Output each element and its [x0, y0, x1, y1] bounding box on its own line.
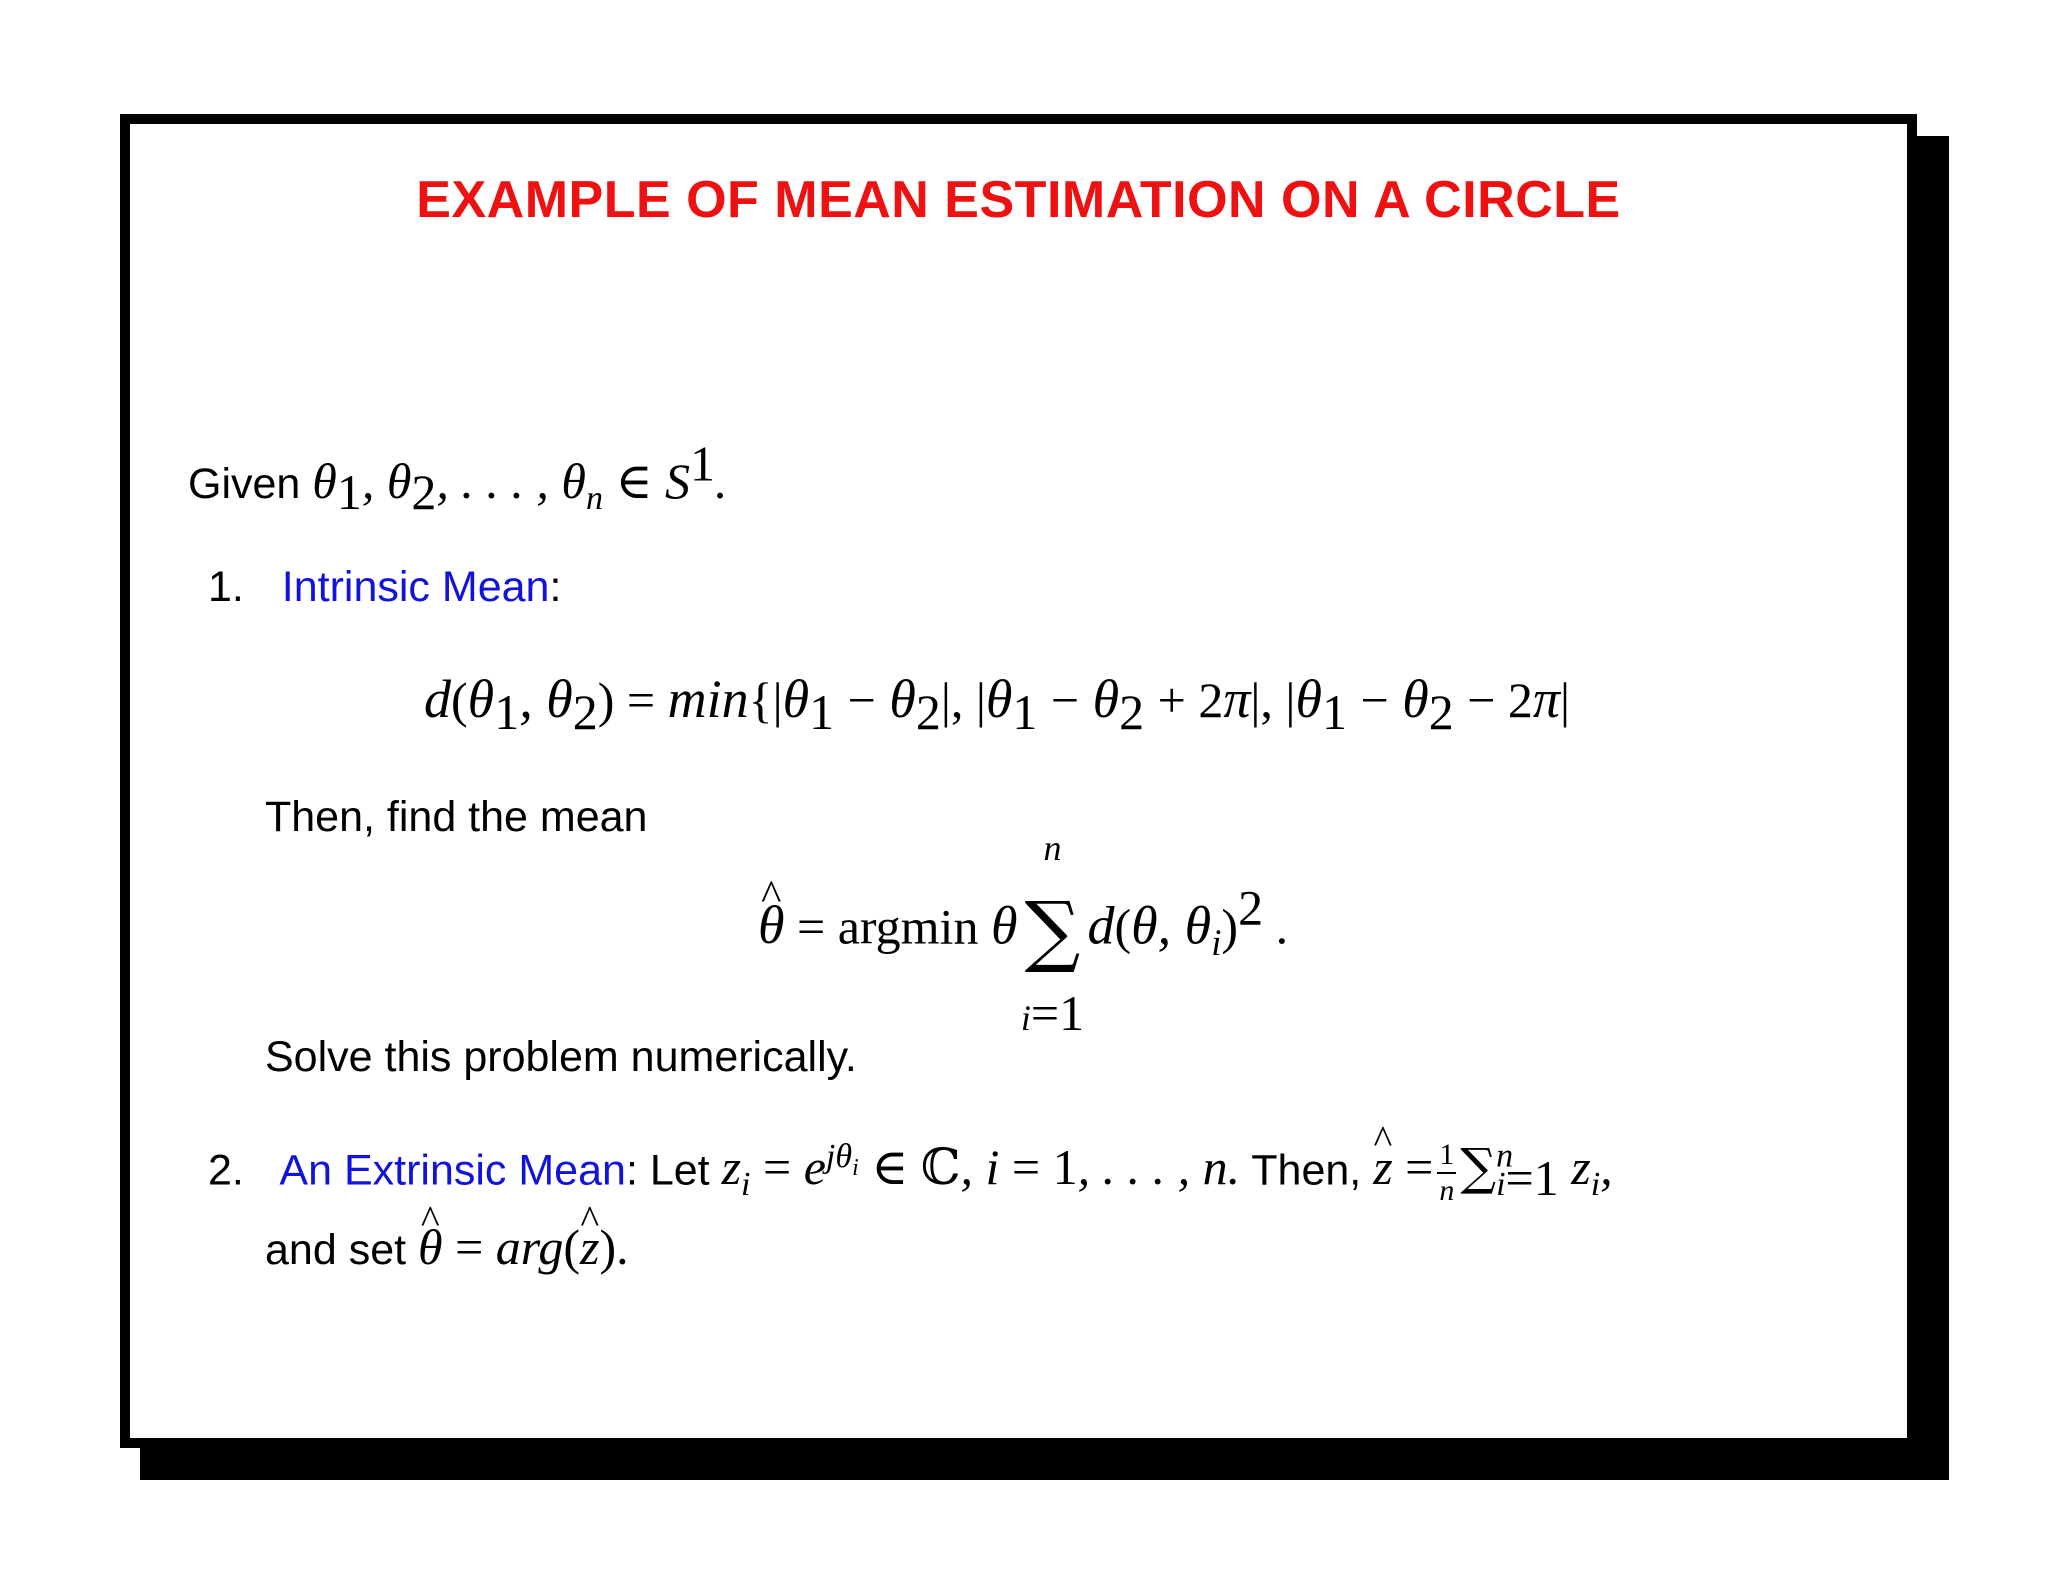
given-formula: $\theta_1$, $\theta_2$, . . . , $\theta_n$ ∈ $S^1$. — [312, 435, 728, 520]
then-text: Then, — [1251, 1146, 1362, 1195]
and-set-text: and set — [265, 1226, 407, 1274]
zhat-formula: ^ z = $\frac{1}{n}$ ∑$^n_{i=1}$ $z_i$, — [1373, 1139, 1612, 1195]
summation-symbol: n ∑ i=1 — [1020, 828, 1085, 1041]
distance-formula: $d(\theta_1$, $\theta_2) = \min\{|\theta_1 - \theta_2|$, $|\theta_1 - \theta_2 + 2\pi|$, $|\theta_1 - \theta_2 - 2\pi|$ — [424, 669, 1570, 740]
slide-title: EXAMPLE OF MEAN ESTIMATION ON A CIRCLE — [416, 171, 1621, 229]
one-over-n-fraction: $\frac{1}{n}$ — [1439, 1138, 1455, 1207]
item2-line — [208, 1137, 1613, 1207]
item1-number: 1. — [208, 563, 244, 611]
intrinsic-mean-term: Intrinsic Mean — [281, 563, 550, 611]
then-find-mean: Then, find the mean — [265, 793, 648, 841]
argmin-formula: ^ θ = argmin θ n ∑ i=1 d(θ, $\theta_i)^2$ . — [758, 892, 1288, 970]
item1-heading — [208, 563, 562, 611]
item2-colon: : — [625, 1146, 638, 1195]
let-text: Let — [649, 1146, 710, 1195]
theta-hat-formula: ^ θ = arg(^ z). — [418, 1219, 629, 1275]
item2-number: 2. — [208, 1146, 244, 1195]
solve-numerically: Solve this problem numerically. — [265, 1033, 857, 1081]
given-prefix: Given — [188, 460, 301, 508]
z-formula: $z_i = e^{j\theta_i}$ ∈ ℂ, i = 1, . . . , n. — [721, 1137, 1241, 1204]
and-set-line — [265, 1219, 629, 1275]
item1-colon: : — [549, 563, 562, 611]
extrinsic-mean-term: An Extrinsic Mean — [279, 1146, 626, 1195]
given-line — [188, 435, 728, 520]
